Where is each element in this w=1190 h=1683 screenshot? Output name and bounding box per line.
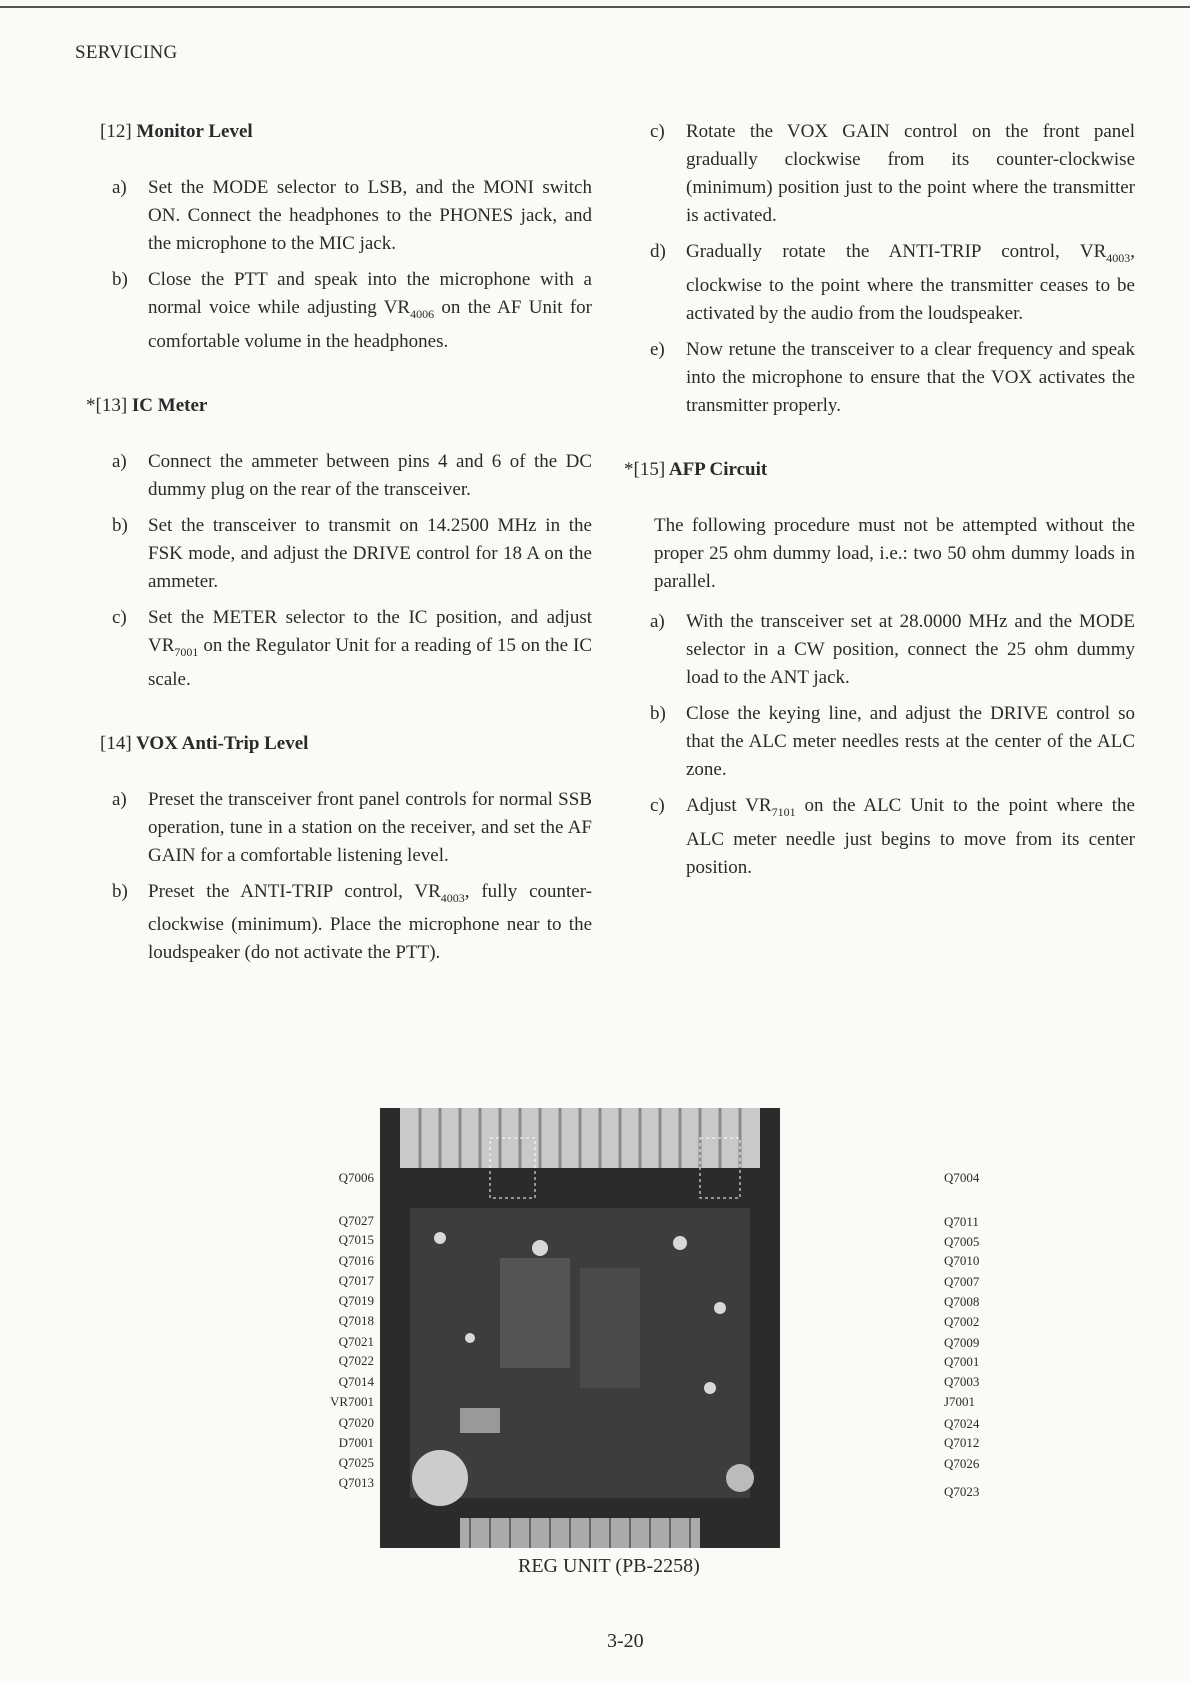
right-component-label: Q7010: [944, 1253, 980, 1268]
step-14c: c) Rotate the VOX GAIN control on the front panel gradually clockwise from its counter-clockwise (minimum) position just to the point where the transmitter is activated.: [650, 121, 1135, 226]
step-14d: d) Gradually rotate the ANTI-TRIP control, $VR_{4003}$, clockwise to the point where the transmitter ceases to be activated by the audio from the loudspeaker.: [650, 241, 1135, 324]
step-14a: a) Preset the transceiver front panel controls for normal SSB operation, tune in a station on the receiver, and set the AF GAIN for a comfortable listening level.: [112, 788, 592, 866]
right-component-label: Q7003: [944, 1374, 980, 1389]
step-12a: a) Set the MODE selector to LSB, and the MONI switch ON. Connect the headphones to the PHONES jack, and the microphone to the MIC jack.: [112, 177, 592, 254]
left-component-label: Q7020: [338, 1415, 374, 1430]
section-15-heading: *[15] AFP Circuit: [624, 458, 768, 480]
step-13c: c) Set the METER selector to the IC position, and adjust $VR_{7001}$ on the Regulator Unit for a reading of 15 on the IC scale.: [112, 606, 592, 690]
step-15c: c) Adjust $VR_{7101}$ on the ALC Unit to the point where the ALC meter needle just begins to move from its center position.: [650, 794, 1135, 878]
right-column: [624, 118, 1135, 890]
left-component-label: Q7027: [338, 1213, 374, 1228]
left-component-label: Q7014: [338, 1374, 374, 1389]
right-component-label: Q7008: [944, 1294, 980, 1309]
left-component-label: Q7017: [338, 1273, 374, 1288]
page-header: SERVICING: [75, 42, 178, 63]
section-13-heading: *[13] IC Meter: [86, 394, 208, 416]
left-component-label: D7001: [338, 1435, 374, 1450]
right-component-label: Q7001: [944, 1354, 980, 1369]
right-component-label: Q7023: [944, 1484, 980, 1499]
right-component-label: Q7011: [944, 1214, 979, 1229]
left-component-label: VR7001: [329, 1394, 374, 1409]
right-component-label: Q7009: [944, 1335, 980, 1350]
reg-unit-figure: [270, 1108, 980, 1538]
left-component-label: Q7025: [338, 1455, 374, 1470]
left-component-label: Q7022: [338, 1353, 374, 1368]
step-15a: a) With the transceiver set at 28.0000 MHz and the MODE selector in a CW position, connect the 25 ohm dummy load to the ANT jack.: [650, 610, 1135, 688]
left-component-label: Q7018: [338, 1313, 374, 1328]
right-component-label: J7001: [944, 1394, 976, 1409]
step-13a: a) Connect the ammeter between pins 4 and 6 of the DC dummy plug on the rear of the transceiver.: [112, 450, 592, 500]
right-component-label: Q7004: [944, 1170, 980, 1185]
right-component-label: Q7002: [944, 1314, 980, 1329]
figure-caption: REG UNIT (PB-2258): [518, 1555, 700, 1577]
right-component-label: Q7007: [944, 1274, 980, 1289]
left-component-label: Q7021: [338, 1334, 374, 1349]
top-rule: [0, 6, 1190, 8]
left-component-label: Q7016: [338, 1253, 374, 1268]
step-14e: e) Now retune the transceiver to a clear frequency and speak into the microphone to ensure that the VOX activates the transmitter properly.: [650, 338, 1135, 416]
left-component-label: Q7006: [338, 1170, 374, 1185]
right-component-label: Q7005: [944, 1234, 980, 1249]
right-component-label: Q7026: [944, 1456, 980, 1471]
step-12b: b) Close the PTT and speak into the microphone with a normal voice while adjusting $VR_{4006}$ on the AF Unit for comfortable volume in the headphones.: [112, 269, 593, 352]
step-13b: b) Set the transceiver to transmit on 14.2500 MHz in the FSK mode, and adjust the DRIVE control for 18 A on the ammeter.: [112, 514, 592, 592]
right-component-label: Q7024: [944, 1416, 980, 1431]
left-component-label: Q7019: [338, 1293, 374, 1308]
section-12-heading: [12] Monitor Level: [100, 121, 253, 142]
right-component-label: Q7012: [944, 1435, 980, 1450]
page-number: 3-20: [607, 1630, 644, 1652]
section-15-warning: The following procedure must not be attempted without the proper 25 ohm dummy load, i.e.: two 50 ohm dummy loads in parallel.: [654, 514, 1135, 592]
step-14b: b) Preset the ANTI-TRIP control, $VR_{4003}$, fully counter-clockwise (minimum). Place the microphone near to the loudspeaker (do not activate the PTT).: [112, 880, 593, 964]
left-column: [86, 118, 593, 975]
step-15b: b) Close the keying line, and adjust the DRIVE control so that the ALC meter needles rests at the center of the ALC zone.: [650, 702, 1135, 780]
reg-unit-board-photo: [380, 1108, 780, 1548]
left-component-label: Q7015: [338, 1232, 374, 1247]
left-component-label: Q7013: [338, 1475, 374, 1490]
section-14-heading: [14] VOX Anti-Trip Level: [100, 732, 309, 754]
